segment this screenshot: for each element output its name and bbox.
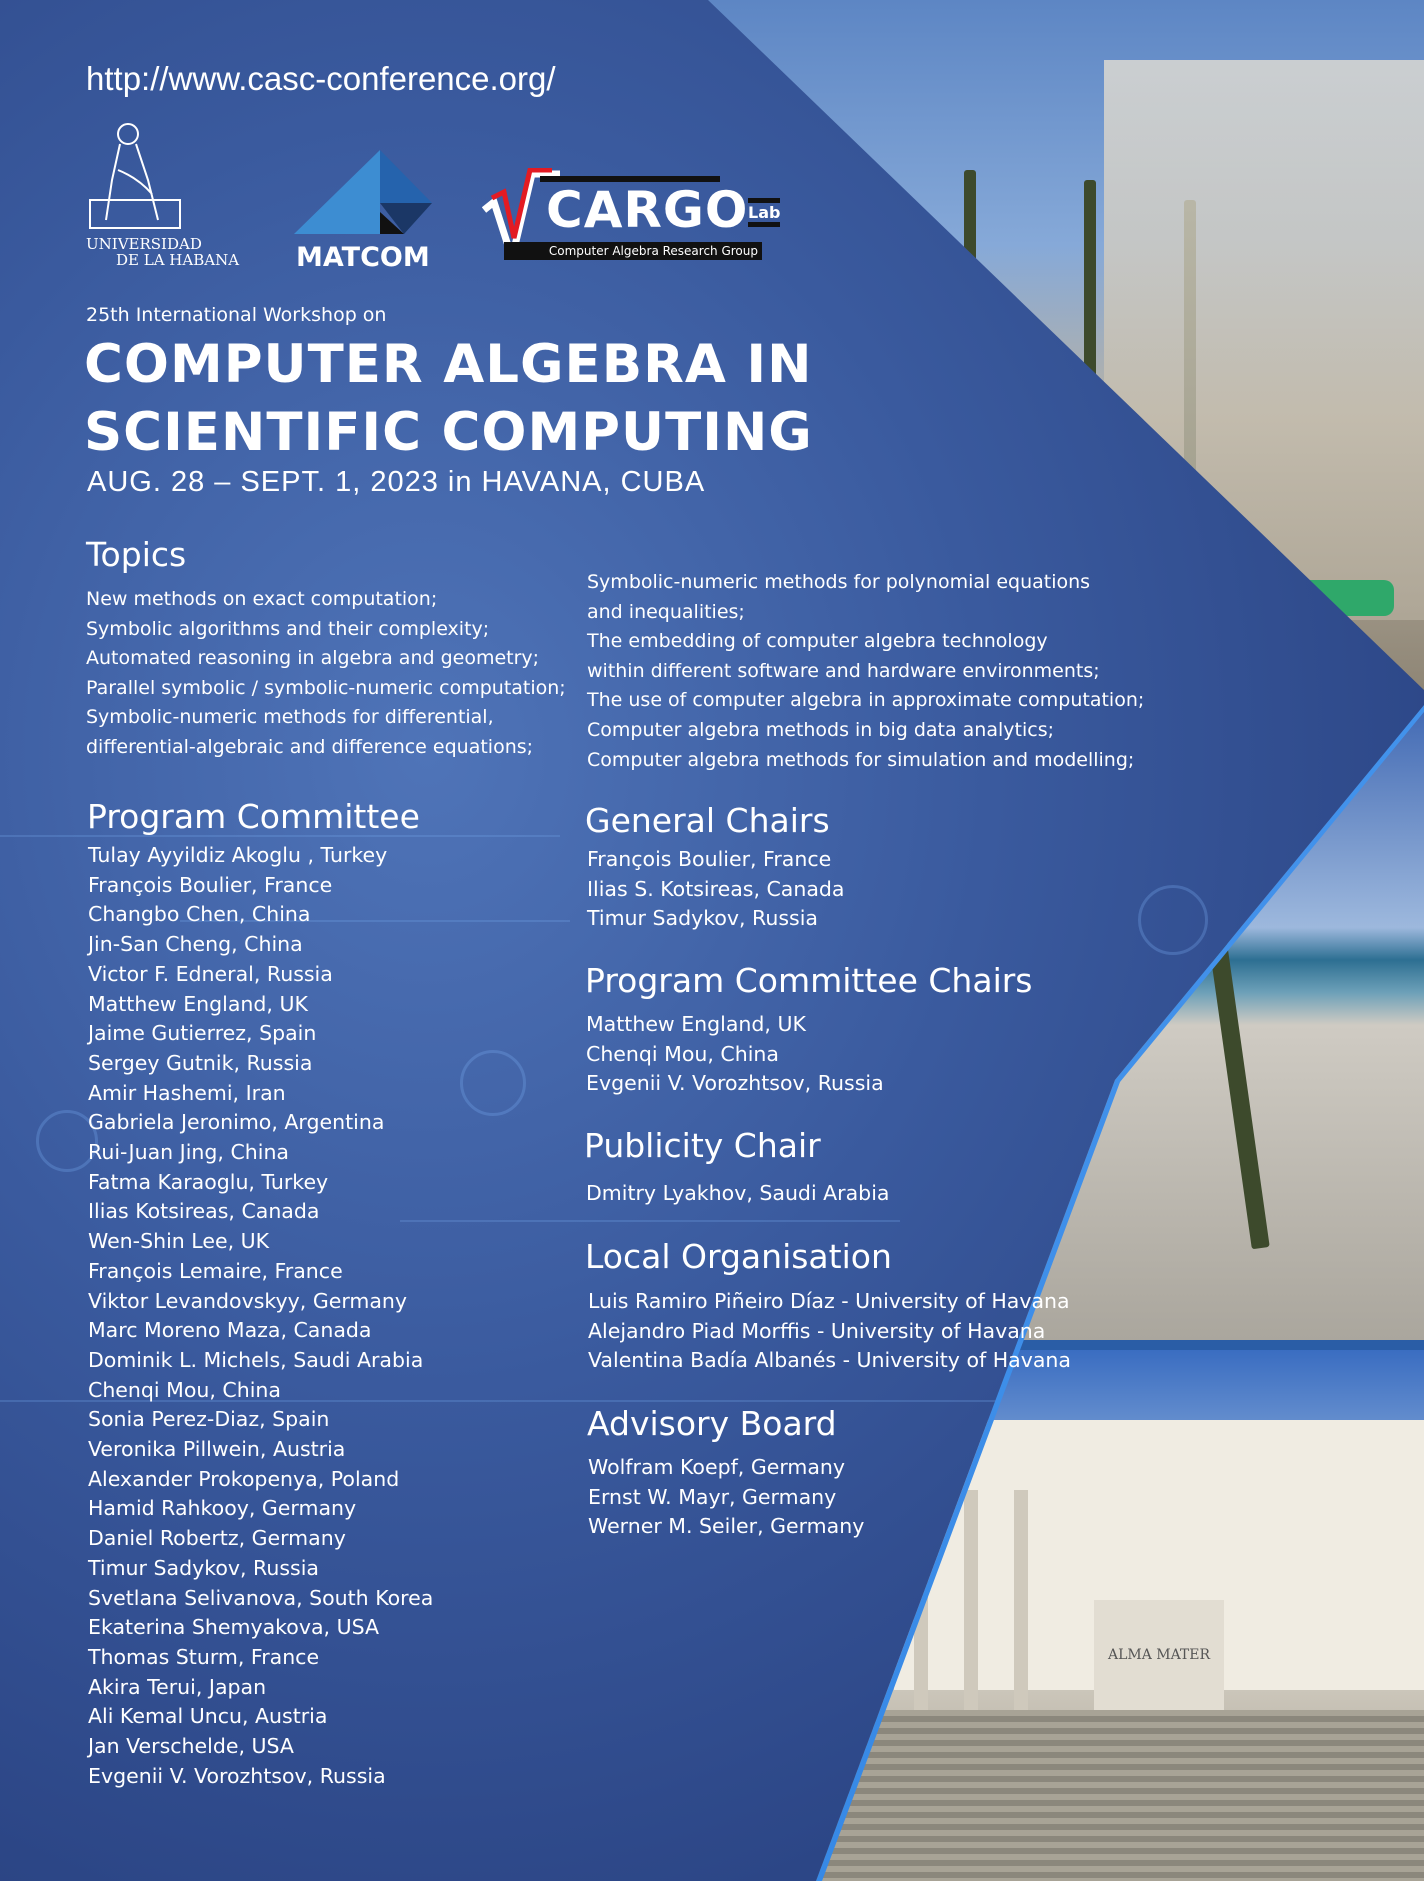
topic-item: Parallel symbolic / symbolic-numeric computation; — [86, 676, 566, 699]
topics-left-list — [86, 585, 566, 763]
cargo-logo — [482, 168, 782, 263]
committee-member: Akira Terui, Japan — [88, 1674, 267, 1699]
uh-text-1: UNIVERSIDAD — [86, 235, 202, 253]
committee-member: Wen-Shin Lee, UK — [88, 1229, 270, 1254]
organiser-member: Alejandro Piad Morffis - University of Havana — [588, 1318, 1046, 1343]
committee-member: Svetlana Selivanova, South Korea — [88, 1585, 434, 1610]
committee-member: Ekaterina Shemyakova, USA — [88, 1615, 379, 1640]
chair-member: Matthew England, UK — [586, 1012, 806, 1036]
topic-item: The embedding of computer algebra technology — [587, 630, 1048, 653]
publicity-chair-heading: Publicity Chair — [584, 1126, 821, 1165]
matcom-text: MATCOM — [296, 242, 430, 273]
topic-item: Computer algebra methods in big data analytics; — [587, 718, 1054, 741]
organiser-member: Luis Ramiro Piñeiro Díaz - University of Havana — [588, 1289, 1070, 1313]
local-organisation-list — [588, 1287, 1071, 1376]
cargo-tagline: Computer Algebra Research Group — [504, 242, 762, 260]
committee-member: Changbo Chen, China — [88, 902, 311, 927]
committee-member: Ali Kemal Uncu, Austria — [88, 1704, 328, 1729]
chair-member: Evgenii V. Vorozhtsov, Russia — [586, 1071, 884, 1096]
universidad-habana-logo — [86, 120, 246, 270]
advisory-member: Wolfram Koepf, Germany — [588, 1455, 846, 1479]
topic-item: Symbolic-numeric methods for differential, — [86, 706, 494, 729]
topic-item: Symbolic algorithms and their complexity; — [86, 617, 490, 640]
cargo-text: CARGO — [546, 181, 749, 239]
committee-member: Marc Moreno Maza, Canada — [88, 1318, 372, 1343]
committee-member: Sergey Gutnik, Russia — [88, 1050, 313, 1075]
committee-member: Fatma Karaoglu, Turkey — [88, 1169, 329, 1194]
matcom-pyramid-icon — [292, 148, 440, 234]
committee-member: Jaime Gutierrez, Spain — [88, 1021, 317, 1046]
committee-member: Dominik L. Michels, Saudi Arabia — [88, 1347, 424, 1372]
pc-chairs-list — [586, 1010, 884, 1099]
local-organisation-heading: Local Organisation — [585, 1237, 892, 1276]
publicity-chair-list — [586, 1179, 889, 1209]
pc-chairs-heading: Program Committee Chairs — [585, 961, 1033, 1000]
alma-mater-plaque: ALMA MATER — [1094, 1600, 1224, 1710]
topic-item: New methods on exact computation; — [86, 588, 438, 610]
cargo-lab-text: Lab — [748, 198, 780, 227]
committee-member: Victor F. Edneral, Russia — [88, 961, 333, 986]
conference-url[interactable]: http://www.casc-conference.org/ — [86, 60, 556, 97]
committee-member: Viktor Levandovskyy, Germany — [88, 1288, 408, 1313]
matcom-logo — [292, 148, 442, 273]
circuit-ring — [1138, 885, 1208, 955]
topic-item: within different software and hardware environments; — [587, 659, 1100, 682]
committee-member: Jin-San Cheng, China — [88, 932, 303, 957]
committee-member: François Lemaire, France — [88, 1258, 343, 1283]
committee-member: Jan Verschelde, USA — [88, 1734, 294, 1759]
committee-member: Matthew England, UK — [88, 991, 308, 1016]
event-date-location: AUG. 28 – SEPT. 1, 2023 in HAVANA, CUBA — [87, 466, 706, 498]
topic-item: Symbolic-numeric methods for polynomial equations — [587, 571, 1091, 593]
committee-member: Sonia Perez-Diaz, Spain — [88, 1407, 330, 1432]
committee-member: Evgenii V. Vorozhtsov, Russia — [88, 1763, 386, 1788]
topic-item: Computer algebra methods for simulation and modelling; — [587, 748, 1135, 771]
advisory-member: Ernst W. Mayr, Germany — [588, 1484, 837, 1509]
committee-member: Chenqi Mou, China — [88, 1377, 281, 1402]
committee-member: Gabriela Jeronimo, Argentina — [88, 1110, 385, 1135]
committee-member: Hamid Rahkooy, Germany — [88, 1496, 357, 1521]
committee-member: Rui-Juan Jing, China — [88, 1140, 289, 1165]
topic-item: differential-algebraic and difference equations; — [86, 735, 534, 758]
committee-member: Amir Hashemi, Iran — [88, 1080, 286, 1105]
chair-member: Ilias S. Kotsireas, Canada — [587, 876, 845, 901]
advisory-board-list — [588, 1453, 864, 1542]
title-line-2: SCIENTIFIC COMPUTING — [84, 402, 813, 463]
general-chairs-list — [587, 845, 845, 934]
committee-member: Veronika Pillwein, Austria — [88, 1437, 346, 1462]
general-chairs-heading: General Chairs — [585, 801, 830, 840]
circuit-line — [400, 1220, 900, 1222]
advisory-member: Werner M. Seiler, Germany — [588, 1514, 865, 1539]
chair-member: Dmitry Lyakhov, Saudi Arabia — [586, 1181, 890, 1205]
column — [1014, 1490, 1028, 1720]
committee-member: Tulay Ayyildiz Akoglu , Turkey — [88, 843, 388, 867]
program-committee-list — [88, 841, 433, 1792]
chair-member: François Boulier, France — [587, 847, 832, 871]
committee-member: Ilias Kotsireas, Canada — [88, 1199, 320, 1224]
committee-member: Thomas Sturm, France — [88, 1644, 320, 1669]
committee-member: Timur Sadykov, Russia — [88, 1555, 319, 1580]
topic-item: The use of computer algebra in approximate computation; — [587, 689, 1145, 712]
topics-right-list — [587, 568, 1144, 775]
chair-member: Timur Sadykov, Russia — [587, 906, 818, 931]
topic-item: Automated reasoning in algebra and geometry; — [86, 647, 540, 670]
committee-member: Daniel Robertz, Germany — [88, 1526, 346, 1551]
column — [964, 1490, 978, 1720]
topic-item: and inequalities; — [587, 600, 745, 623]
circuit-ring — [460, 1050, 526, 1116]
chair-member: Chenqi Mou, China — [586, 1041, 779, 1066]
workshop-subtitle: 25th International Workshop on — [86, 304, 387, 326]
advisory-board-heading: Advisory Board — [587, 1404, 837, 1443]
alma-mater-statue-icon — [88, 120, 188, 232]
committee-member: François Boulier, France — [88, 872, 333, 897]
title-line-1: COMPUTER ALGEBRA IN — [84, 334, 813, 395]
committee-member: Alexander Prokopenya, Poland — [88, 1466, 400, 1491]
organiser-member: Valentina Badía Albanés - University of Havana — [588, 1348, 1071, 1373]
program-committee-heading: Program Committee — [87, 797, 420, 836]
topics-heading: Topics — [86, 535, 187, 574]
uh-text-2: DE LA HABANA — [116, 251, 240, 269]
